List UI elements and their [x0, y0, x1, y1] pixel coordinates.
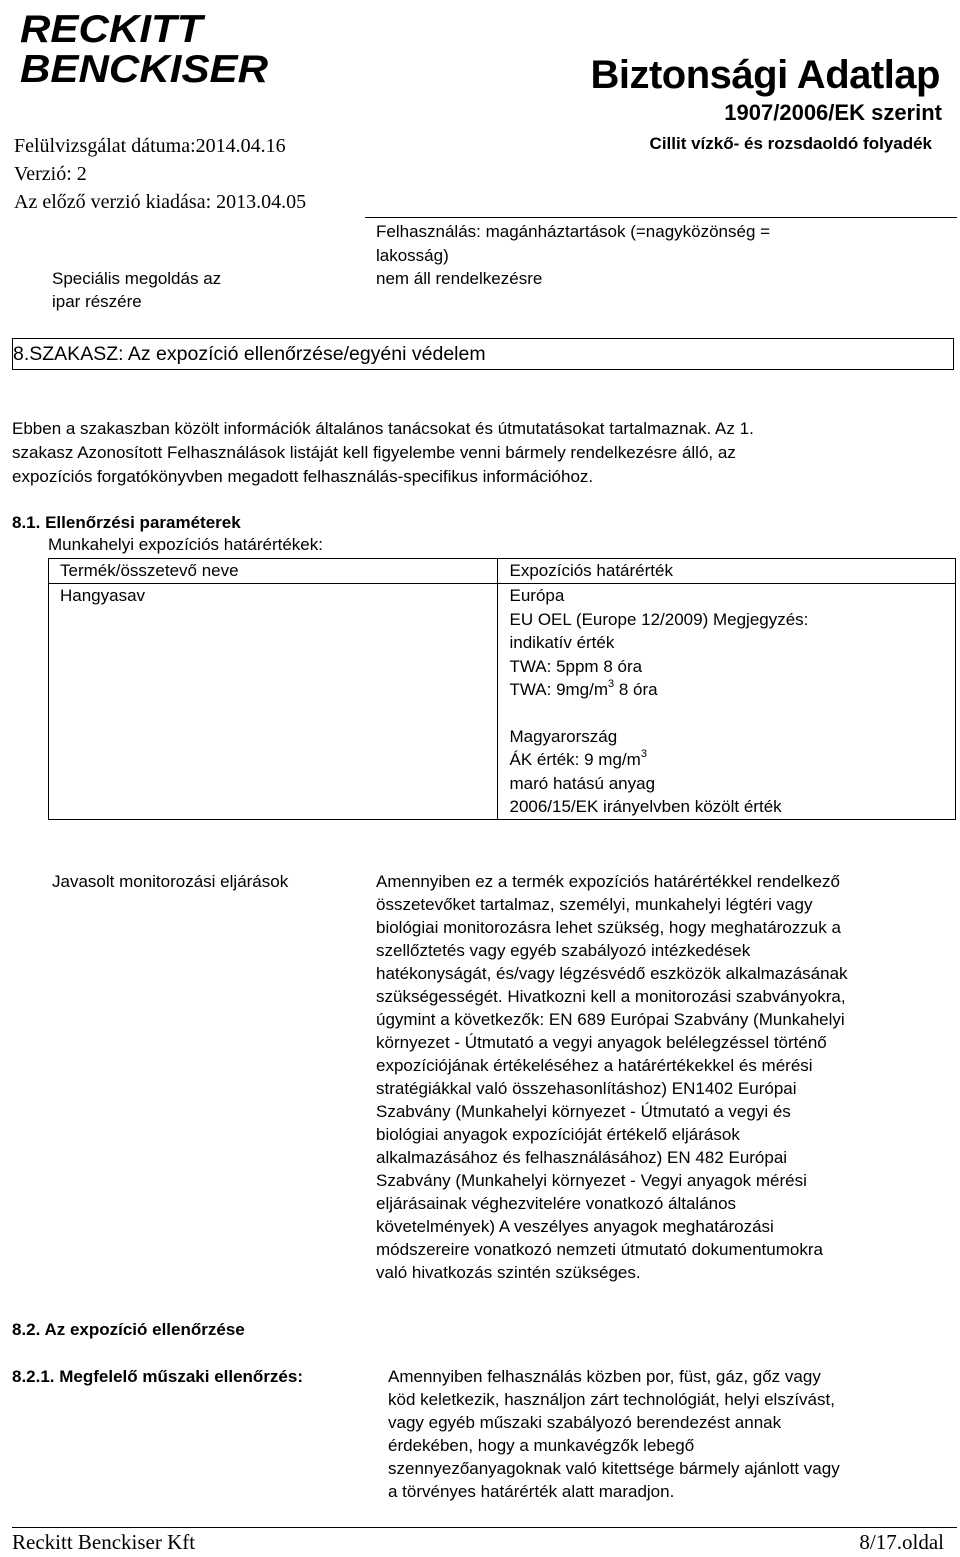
revision-date: Felülvizsgálat dátuma:2014.04.16: [14, 135, 286, 157]
corrosive-note: maró hatású anyag: [509, 773, 656, 793]
engineering-text-line: vagy egyéb műszaki szabályozó berendezést annak: [388, 1413, 782, 1432]
monitoring-text-line: biológiai anyagok expozícióját értékelő eljárások: [376, 1125, 740, 1144]
monitoring-text-line: expozíciójának értékeléséhez a határértékekkel és mérési: [376, 1056, 813, 1075]
monitoring-text-line: szellőztetés vagy egyéb szabályozó intézkedések: [376, 941, 751, 960]
eu-oel-line1: EU OEL (Europe 12/2009) Megjegyzés:: [509, 609, 809, 629]
exposure-limit-cell: [498, 584, 956, 820]
directive-note: 2006/15/EK irányelvben közölt érték: [509, 797, 782, 816]
table-header-row: [49, 559, 956, 584]
regulation-reference: 1907/2006/EK szerint: [724, 100, 942, 125]
table-row: [49, 584, 956, 820]
monitoring-text-line: való hivatkozás szintén szükséges.: [376, 1263, 641, 1282]
footer-company: Reckitt Benckiser Kft: [12, 1530, 196, 1554]
subsection-8-2-title: 8.2. Az expozíció ellenőrzése: [12, 1320, 245, 1339]
twa-ppm: TWA: 5ppm 8 óra: [509, 656, 643, 676]
intro-line-2: szakasz Azonosított Felhasználások listáját kell figyelembe venni bármely rendelkezésre álló, az: [12, 443, 736, 462]
section-8-heading-text: 8.SZAKASZ: Az expozíció ellenőrzése/egyéni védelem: [13, 343, 486, 365]
monitoring-text-line: módszereire vonatkozó nemzeti útmutató dokumentumokra: [376, 1240, 823, 1259]
intro-line-3: expozíciós forgatókönyvben megadott felhasználás-specifikus információhoz.: [12, 467, 594, 486]
subsection-8-1-title: 8.1. Ellenőrzési paraméterek: [12, 513, 241, 532]
monitoring-text-line: hatékonyságát, és/vagy légzésvédő eszközök alkalmazásának: [376, 964, 848, 983]
special-value: nem áll rendelkezésre: [376, 269, 543, 288]
header-divider: [365, 217, 957, 218]
table-header-cell: Expozíciós határérték: [498, 559, 956, 584]
engineering-text-line: köd keletkezik, használjon zárt technológiát, helyi elszívást,: [388, 1390, 835, 1409]
monitoring-text-line: biológiai monitorozásra lehet szükség, hogy meghatározzuk a: [376, 918, 841, 937]
version: Verzió: 2: [14, 163, 87, 185]
logo-text-line1: RECKITT: [20, 8, 203, 51]
engineering-text-line: szennyezőanyagoknak való kitettsége bármely ajánlott vagy: [388, 1459, 840, 1478]
monitoring-text-line: Amennyiben ez a termék expozíciós határértékkel rendelkező: [376, 872, 840, 891]
twa-mg: TWA: $9mg/m^3$ 8 óra: [509, 678, 658, 699]
monitoring-text-line: szükségességét. Hivatkozni kell a monitorozási szabványokra,: [376, 987, 846, 1006]
monitoring-text-line: úgymint a következők: EN 689 Európai Szabvány (Munkahelyi: [376, 1010, 845, 1029]
monitoring-text-line: Szabvány (Munkahelyi környezet - Vegyi anyagok mérési: [376, 1171, 807, 1190]
special-label-2: ipar részére: [52, 292, 142, 311]
monitoring-text-line: követelmények) A veszélyes anyagok meghatározási: [376, 1217, 774, 1236]
special-label-1: Speciális megoldás az: [52, 269, 222, 288]
region-europe: Európa: [509, 586, 565, 605]
workplace-limits-label: Munkahelyi expozíciós határértékek:: [48, 535, 323, 554]
region-hungary: Magyarország: [509, 726, 618, 746]
monitoring-text-line: összetevőket tartalmaz, személyi, munkahelyi légtéri vagy: [376, 895, 813, 914]
use-line1: Felhasználás: magánháztartások (=nagyközönség =: [376, 222, 771, 241]
engineering-text-line: érdekében, hogy a munkavégzők lebegő: [388, 1436, 695, 1455]
monitoring-text-line: alkalmazásához és felhasználásához) EN 482 Európai: [376, 1148, 788, 1167]
monitoring-text-line: környezet - Útmutató a vegyi anyagok belélegzéssel történő: [376, 1033, 827, 1052]
section-8-heading: [12, 338, 954, 370]
logo-text-line2: BENCKISER: [20, 48, 269, 91]
engineering-text-line: Amennyiben felhasználás közben por, füst, gáz, gőz vagy: [388, 1367, 821, 1386]
exposure-limits-table: [48, 558, 956, 820]
previous-version: Az előző verzió kiadása: 2013.04.05: [14, 191, 307, 213]
subsection-8-2-1-title: 8.2.1. Megfelelő műszaki ellenőrzés:: [12, 1367, 304, 1386]
eu-oel-line2: indikatív érték: [509, 633, 615, 652]
engineering-controls-text: [388, 1365, 956, 1503]
monitoring-label: Javasolt monitorozási eljárások: [52, 872, 289, 891]
footer-divider: [12, 1527, 957, 1528]
intro-line-1: Ebben a szakaszban közölt információk általános tanácsokat és útmutatásokat tartalmaznak. Az 1.: [12, 419, 754, 438]
table-header-cell: Termék/összetevő neve: [49, 559, 498, 584]
monitoring-text-line: stratégiákkal való összehasonlításhoz) EN1402 Európai: [376, 1079, 797, 1098]
product-name: Cillit vízkő- és rozsdaoldó folyadék: [649, 134, 932, 153]
use-line2: lakosság): [376, 246, 449, 265]
footer-page-number: 8/17.oldal: [859, 1530, 944, 1554]
ak-value: ÁK érték: 9 $mg/m^3$: [509, 748, 647, 769]
document-title: Biztonsági Adatlap: [590, 53, 940, 97]
monitoring-text-line: Szabvány (Munkahelyi környezet - Útmutató a vegyi és: [376, 1102, 791, 1121]
monitoring-text: [376, 870, 956, 1284]
company-logo: [20, 6, 269, 91]
engineering-text-line: a törvényes határérték alatt maradjon.: [388, 1482, 675, 1501]
substance-name: Hangyasav: [49, 584, 498, 820]
monitoring-text-line: eljárásainak véghezvitelére vonatkozó általános: [376, 1194, 737, 1213]
